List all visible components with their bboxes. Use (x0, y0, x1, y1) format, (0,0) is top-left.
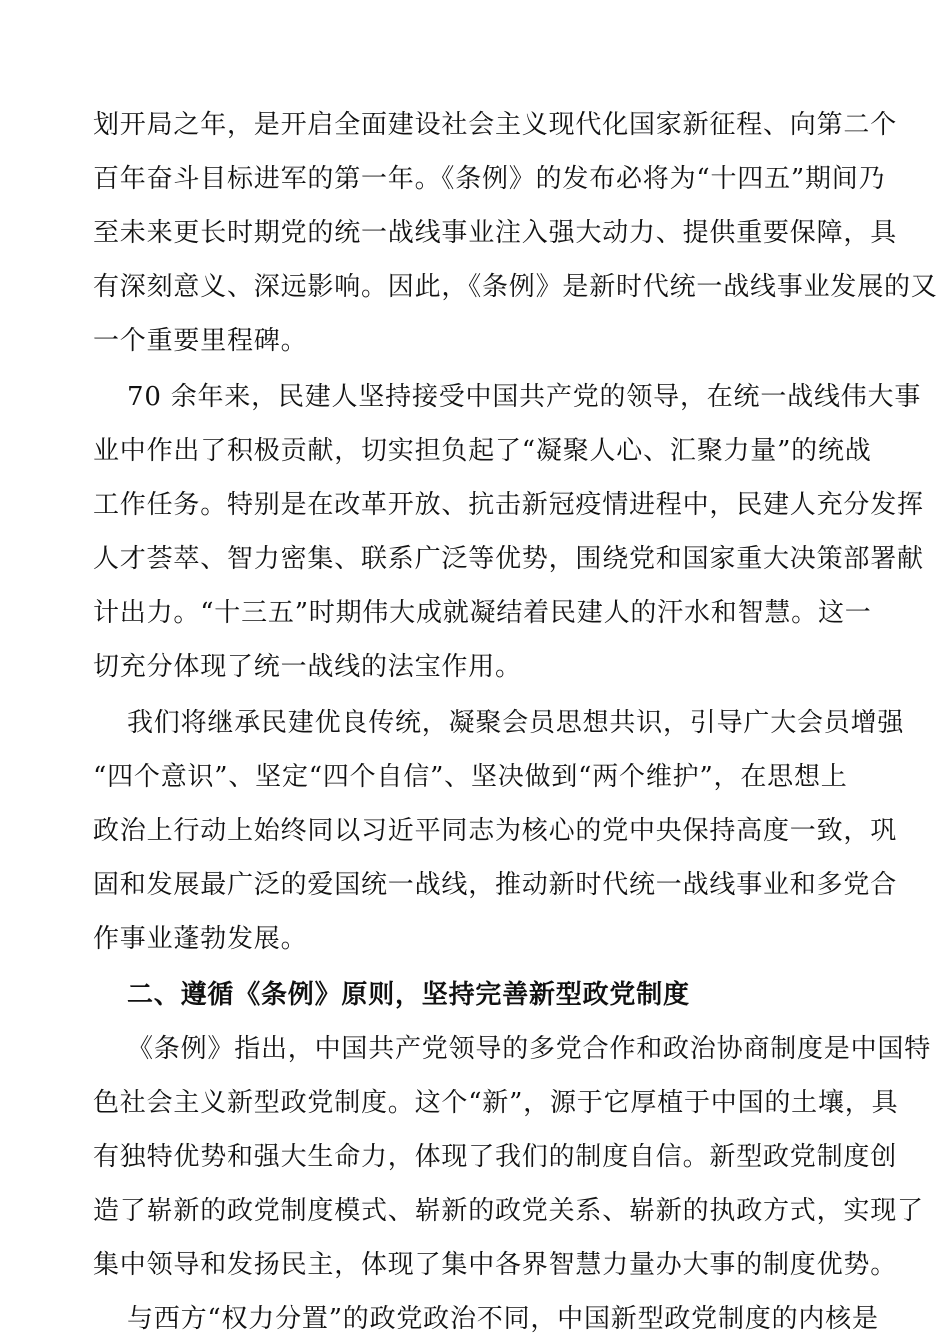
text-line: 有独特优势和强大生命力，体现了我们的制度自信。新型政党制度创 (93, 1142, 898, 1172)
text-line: 70 余年来，民建人坚持接受中国共产党的领导，在统一战线伟大事 (127, 382, 922, 412)
text-line: 造了崭新的政党制度模式、崭新的政党关系、崭新的执政方式，实现了 (93, 1196, 924, 1226)
text-line: 一个重要里程碑。 (93, 326, 308, 356)
text-line: 计出力。“十三五”时期伟大成就凝结着民建人的汗水和智慧。这一 (93, 598, 872, 628)
text-line: 我们将继承民建优良传统，凝聚会员思想共识，引导广大会员增强 (127, 708, 905, 738)
text-line: 有深刻意义、深远影响。因此，《条例》是新时代统一战线事业发展的又 (93, 272, 938, 302)
text-line: 《条例》指出，中国共产党领导的多党合作和政治协商制度是中国特 (127, 1034, 932, 1064)
text-line: 百年奋斗目标进军的第一年。《条例》的发布必将为“十四五”期间乃 (93, 164, 886, 194)
text-line: “四个意识”、坚定“四个自信”、坚决做到“两个维护”，在思想上 (93, 762, 848, 792)
text-line: 切充分体现了统一战线的法宝作用。 (93, 652, 522, 682)
section-heading: 二、遵循《条例》原则，坚持完善新型政党制度 (127, 980, 690, 1010)
text-line: 集中领导和发扬民主，体现了集中各界智慧力量办大事的制度优势。 (93, 1250, 898, 1280)
text-line: 与西方“权力分置”的政党政治不同，中国新型政党制度的内核是 (127, 1304, 879, 1334)
text-line: 作事业蓬勃发展。 (93, 924, 308, 954)
text-line: 色社会主义新型政党制度。这个“新”，源于它厚植于中国的土壤，具 (93, 1088, 899, 1118)
text-line: 人才荟萃、智力密集、联系广泛等优势，围绕党和国家重大决策部署献 (93, 544, 924, 574)
text-line: 至未来更长时期党的统一战线事业注入强大动力、提供重要保障，具 (93, 218, 898, 248)
text-line: 业中作出了积极贡献，切实担负起了“凝聚人心、汇聚力量”的统战 (93, 436, 872, 466)
text-line: 工作任务。特别是在改革开放、抗击新冠疫情进程中，民建人充分发挥 (93, 490, 924, 520)
text-line: 划开局之年，是开启全面建设社会主义现代化国家新征程、向第二个 (93, 110, 898, 140)
text-line: 政治上行动上始终同以习近平同志为核心的党中央保持高度一致，巩 (93, 816, 898, 846)
text-line: 固和发展最广泛的爱国统一战线，推动新时代统一战线事业和多党合 (93, 870, 898, 900)
